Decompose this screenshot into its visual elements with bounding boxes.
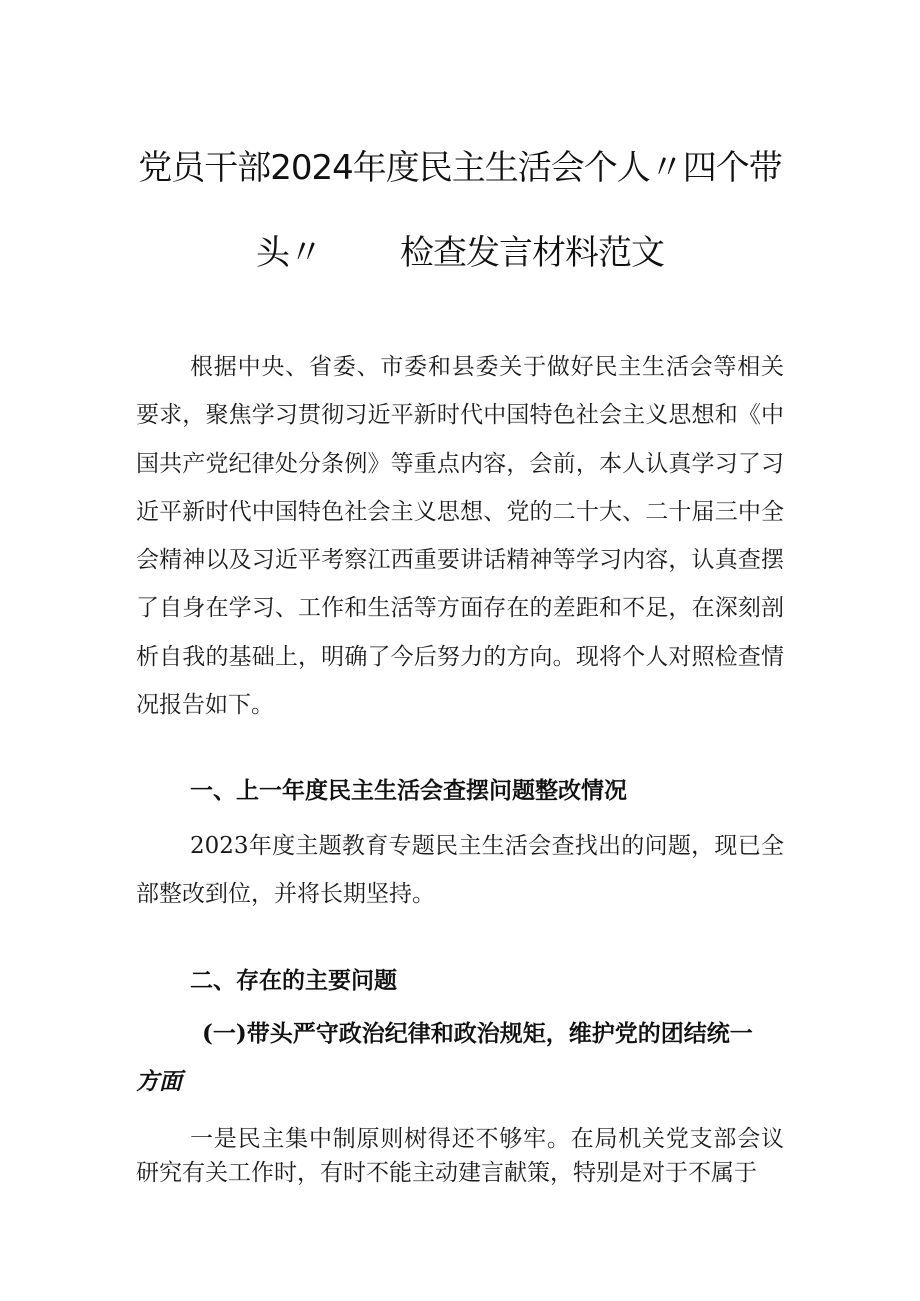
subsection-1-heading-tail: 方面 [136,1068,182,1095]
document-title-line-2 [120,225,800,274]
section-1-heading: 一、上一年度民主生活会查摆问题整改情况 [190,777,627,804]
intro-paragraph: 根据中央、省委、市委和县委关于做好民主生活会等相关要求，聚焦学习贯彻习近平新时代中国特色社会主义思想和《中国共产党纪律处分条例》等重点内容，会前，本人认真学习了习近平新时代中国特色社会主义思想、党的二十大、二十届三中全会精神以及习近平考察江西重要讲话精神等学习内容，认真查摆了自身在学习、工作和生活等方面存在的差距和不足，在深刻剖析自我的基础上，明确了今后努力的方向。现将个人对照检查情况报告如下。 [136,354,784,719]
title-line-2-part-2: 检查发言材料范文 [400,233,664,273]
subsection-1-heading [136,1010,784,1106]
title-line-2-part-1: 头〃 [256,233,322,273]
section-1-paragraph: 2023年度主题教育专题民主生活会查找出的问题，现已全部整改到位，并将长期坚持。 [136,833,784,908]
document-title-line-1: 党员干部2024年度民主生活会个人〃四个带 [138,148,782,188]
section-2-heading: 二、存在的主要问题 [190,967,397,994]
subsection-1-heading-main: (一)带头严守政治纪律和政治规矩，维护党的团结统一 [202,1020,753,1047]
subsection-1-paragraph: 一是民主集中制原则树得还不够牢。在局机关党支部会议研究有关工作时，有时不能主动建言献策，特别是对于不属于 [136,1126,784,1186]
